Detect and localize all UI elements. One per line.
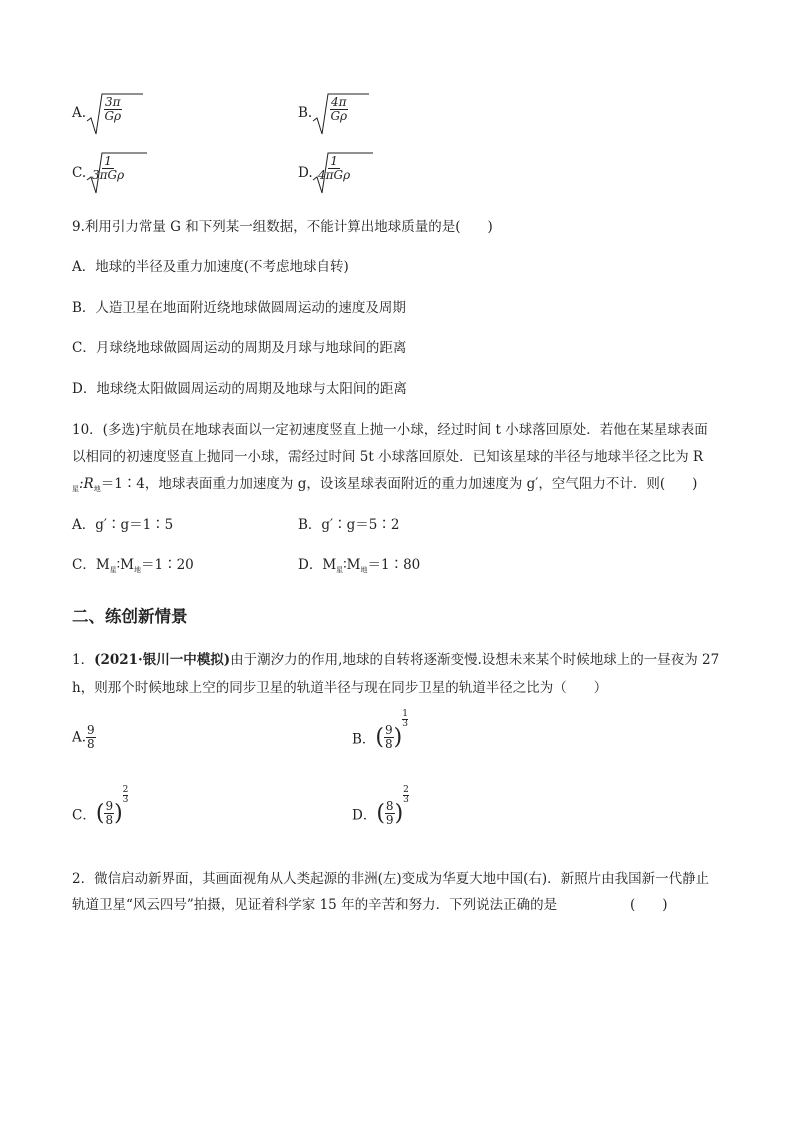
denominator: Gρ bbox=[104, 109, 122, 123]
numerator: 1 bbox=[102, 155, 114, 169]
right-paren: ) bbox=[394, 800, 404, 826]
option-text: D．M bbox=[298, 557, 337, 573]
subscript-star: 星 bbox=[109, 566, 117, 574]
p1-line-2: h，则那个时候地球上空的同步卫星的轨道半径与现在同步卫星的轨道半径之比为（ ） bbox=[72, 680, 608, 696]
q9-stem: 9.利用引力常量 G 和下列某一组数据，不能计算出地球质量的是( ) bbox=[72, 219, 493, 235]
q10-option-b: B．g′∶g＝5∶2 bbox=[298, 517, 400, 533]
option-label: A. bbox=[72, 729, 87, 746]
p1-option-c bbox=[72, 785, 129, 827]
q10-line-2: 以相同的初速度竖直上抛同一小球，需经过时间 5t 小球落回原处．已知该星球的半径与地球半径之比为 R bbox=[72, 449, 704, 465]
denominator: Gρ bbox=[330, 109, 348, 123]
exponent-numerator: 2 bbox=[403, 785, 409, 795]
numerator: 4π bbox=[331, 95, 347, 109]
option-label: A. bbox=[72, 105, 87, 121]
numerator: 3π bbox=[105, 95, 121, 109]
section-heading: 二、练创新情景 bbox=[72, 607, 188, 626]
exponent bbox=[123, 786, 129, 805]
option-text: ＝1∶80 bbox=[367, 557, 421, 573]
option-label: C. bbox=[72, 165, 87, 181]
q8-option-d bbox=[298, 152, 351, 182]
right-paren: ) bbox=[393, 724, 403, 750]
left-paren: ( bbox=[95, 800, 105, 826]
subscript-star: 星 bbox=[72, 485, 79, 493]
numerator: 9 bbox=[105, 799, 114, 813]
subscript-earth: 地 bbox=[360, 566, 368, 574]
subscript-earth: 地 bbox=[93, 485, 101, 493]
fraction bbox=[384, 724, 394, 751]
numerator: 9 bbox=[87, 723, 95, 737]
option-label: B. bbox=[298, 105, 313, 121]
q10-line-3 bbox=[72, 472, 697, 494]
q9-option-c: C．月球绕地球做圆周运动的周期及月球与地球间的距离 bbox=[72, 340, 407, 356]
fraction bbox=[86, 724, 96, 751]
right-paren: ) bbox=[114, 800, 123, 826]
option-label: C． bbox=[72, 807, 96, 824]
q8-option-c bbox=[72, 152, 125, 182]
q10-option-c bbox=[72, 553, 194, 575]
q10-option-a: A．g′∶g＝1∶5 bbox=[72, 517, 174, 533]
exponent bbox=[403, 786, 409, 805]
numerator: 8 bbox=[385, 799, 394, 813]
q9-option-d: D．地球绕太阳做圆周运动的周期及地球与太阳间的距离 bbox=[72, 381, 407, 397]
problem-number: 1． bbox=[72, 652, 95, 668]
fraction bbox=[318, 155, 350, 182]
exponent-denominator: 3 bbox=[402, 719, 408, 729]
p1-option-d bbox=[352, 785, 409, 827]
p1-line-1 bbox=[72, 648, 719, 668]
p1-option-a bbox=[72, 724, 96, 751]
subscript-earth: 地 bbox=[134, 566, 141, 574]
denominator: 4πGρ bbox=[318, 168, 351, 182]
exponent-numerator: 2 bbox=[122, 785, 129, 795]
option-label: D. bbox=[298, 165, 313, 181]
problem-text: 由于潮汐力的作用,地球的自转将逐渐变慢.设想未来某个时候地球上的一昼夜为 27 bbox=[230, 652, 720, 668]
fraction bbox=[330, 96, 348, 123]
left-paren: ( bbox=[375, 724, 385, 750]
problem-source: (2021·银川一中模拟) bbox=[94, 652, 231, 668]
denominator: 8 bbox=[385, 737, 393, 751]
q10-line-3-rest: ＝1∶4，地球表面重力加速度为 g，设该星球表面附近的重力加速度为 g′，空气阻力不计．则( ) bbox=[100, 476, 698, 492]
option-label: B． bbox=[352, 731, 376, 748]
subscript-star: 星 bbox=[336, 566, 344, 574]
fraction bbox=[385, 800, 395, 827]
p2-line-1: 2．微信启动新界面，其画面视角从人类起源的非洲(左)变成为华夏大地中国(右)．新照片由我国新一代静止 bbox=[72, 871, 710, 887]
exponent bbox=[402, 710, 408, 729]
q9-option-b: B．人造卫星在地面附近绕地球做圆周运动的速度及周期 bbox=[72, 300, 406, 316]
p1-option-b bbox=[352, 709, 408, 751]
p2-line-2: 轨道卫星“风云四号”拍摄，见证着科学家 15 年的辛苦和努力．下列说法正确的是 bbox=[72, 897, 558, 913]
numerator: 1 bbox=[328, 155, 340, 169]
denominator: 8 bbox=[87, 737, 95, 751]
denominator: 8 bbox=[105, 813, 114, 827]
option-label: D． bbox=[352, 807, 377, 824]
denominator: 3πGρ bbox=[92, 168, 125, 182]
fraction bbox=[92, 155, 124, 182]
option-text: ∶M bbox=[343, 557, 361, 573]
fraction bbox=[104, 96, 122, 123]
q10-line-1: 10．(多选)宇航员在地球表面以一定初速度竖直上抛一小球，经过时间 t 小球落回原处．若他在某星球表面 bbox=[72, 422, 708, 438]
numerator: 9 bbox=[385, 723, 393, 737]
p2-answer-paren: ( ) bbox=[630, 897, 668, 913]
exponent-denominator: 3 bbox=[122, 795, 129, 805]
q9-option-a: A．地球的半径及重力加速度(不考虑地球自转) bbox=[72, 259, 349, 275]
option-text: ＝1∶20 bbox=[141, 557, 194, 573]
exponent-denominator: 3 bbox=[403, 795, 409, 805]
exponent-numerator: 1 bbox=[402, 709, 408, 719]
option-text: ∶M bbox=[116, 557, 134, 573]
left-paren: ( bbox=[376, 800, 385, 826]
r-ratio: :R bbox=[79, 476, 94, 492]
option-text: C．M bbox=[72, 557, 110, 573]
fraction bbox=[104, 800, 114, 827]
q10-option-d bbox=[298, 553, 420, 575]
denominator: 9 bbox=[385, 813, 394, 827]
